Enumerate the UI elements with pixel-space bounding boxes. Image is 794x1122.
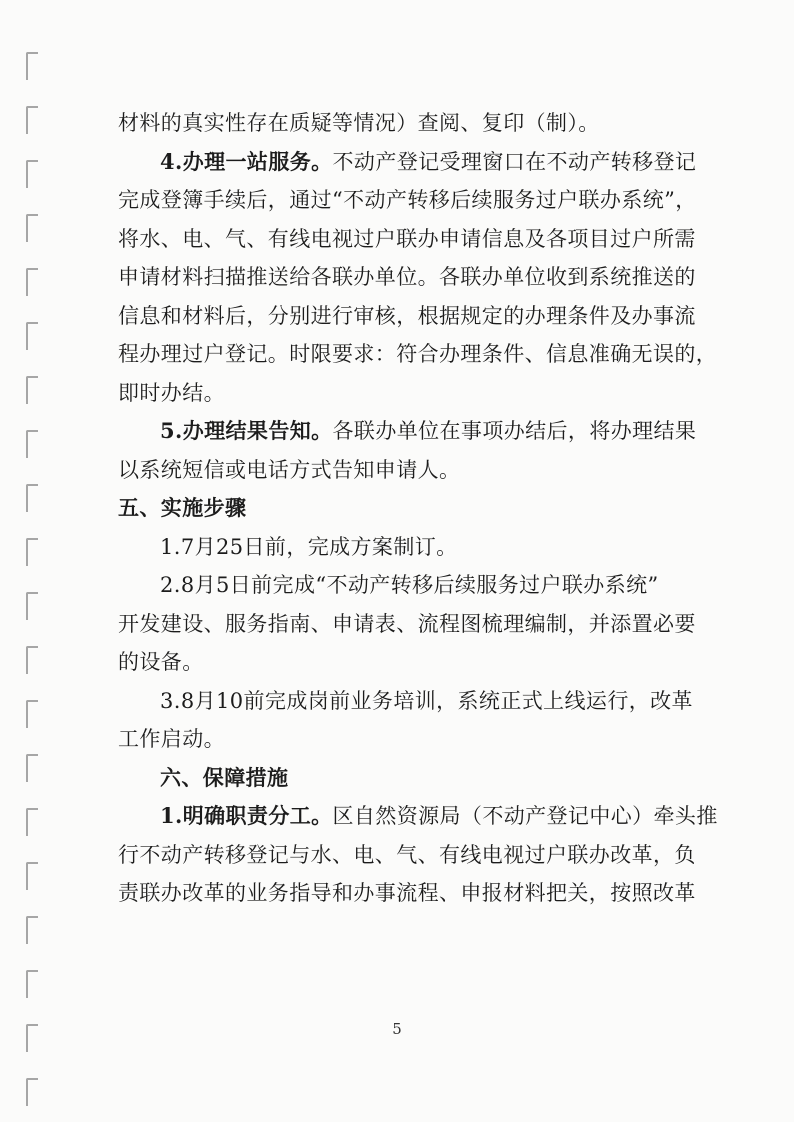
paragraph-line: 开发建设、服务指南、申请表、流程图梳理编制，并添置必要: [118, 611, 696, 636]
binding-mark: [26, 430, 38, 458]
paragraph-line: 以系统短信或电话方式告知申请人。: [118, 457, 461, 482]
binding-mark: [26, 160, 38, 188]
paragraph-line: [118, 412, 700, 451]
binding-mark: [26, 916, 38, 944]
binding-mark: [26, 808, 38, 836]
paragraph-line: 2.8月5日前完成“不动产转移后续服务过户联办系统”: [160, 573, 659, 597]
item-text: 不动产登记受理窗口在不动产转移登记: [332, 149, 697, 174]
binding-mark: [26, 862, 38, 890]
binding-mark: [26, 700, 38, 728]
binding-mark: [26, 214, 38, 242]
binding-mark: [26, 754, 38, 782]
binding-mark: [26, 646, 38, 674]
item-title: 4.办理一站服务。: [160, 148, 333, 174]
document-body: [118, 104, 718, 913]
paragraph-line: 1.7月25日前，完成方案制订。: [160, 534, 458, 559]
binding-mark: [26, 52, 38, 80]
item-title: 1.明确职责分工。: [160, 803, 333, 828]
paragraph-line: 材料的真实性存在质疑等情况）查阅、复印（制）。: [118, 111, 600, 135]
paragraph-line: 程办理过户登记。时限要求：符合办理条件、信息准确无误的，: [118, 342, 718, 366]
binding-mark: [26, 484, 38, 512]
paragraph-line: 将水、电、气、有线电视过户联办申请信息及各项目过户所需: [118, 226, 696, 251]
binding-mark: [26, 1078, 38, 1106]
paragraph-line: [118, 143, 700, 182]
page-number: 5: [392, 1020, 402, 1038]
paragraph-line: 行不动产转移登记与水、电、气、有线电视过户联办改革，负: [118, 842, 696, 867]
item-title: 5.办理结果告知。: [160, 418, 333, 443]
binding-mark: [26, 322, 38, 350]
binding-mark: [26, 592, 38, 620]
paragraph-line: 申请材料扫描推送给各联办单位。各联办单位收到系统推送的: [118, 265, 696, 289]
binding-mark: [26, 268, 38, 296]
paragraph-line: 信息和材料后，分别进行审核，根据规定的办理条件及办事流: [118, 303, 696, 328]
binding-mark: [26, 538, 38, 566]
item-text: 区自然资源局（不动产登记中心）牵头推: [332, 804, 718, 828]
item-text: 各联办单位在事项办结后，将办理结果: [332, 419, 697, 443]
binding-mark: [26, 970, 38, 998]
section-heading: 五、实施步骤: [118, 496, 247, 520]
binding-mark: [26, 106, 38, 134]
binding-holes: [26, 40, 40, 1120]
paragraph-line: [118, 797, 718, 836]
paragraph-line: 的设备。: [118, 650, 204, 674]
paragraph-line: 3.8月10前完成岗前业务培训，系统正式上线运行，改革: [160, 688, 693, 713]
section-heading: 六、保障措施: [160, 765, 289, 790]
paragraph-line: 即时办结。: [118, 380, 225, 405]
binding-mark: [26, 376, 38, 404]
paragraph-line: 责联办改革的业务指导和办事流程、申报材料把关，按照改革: [118, 881, 696, 905]
paragraph-line: 工作启动。: [118, 727, 225, 751]
paragraph-line: 完成登簿手续后，通过“不动产转移后续服务过户联办系统”，: [118, 188, 697, 212]
